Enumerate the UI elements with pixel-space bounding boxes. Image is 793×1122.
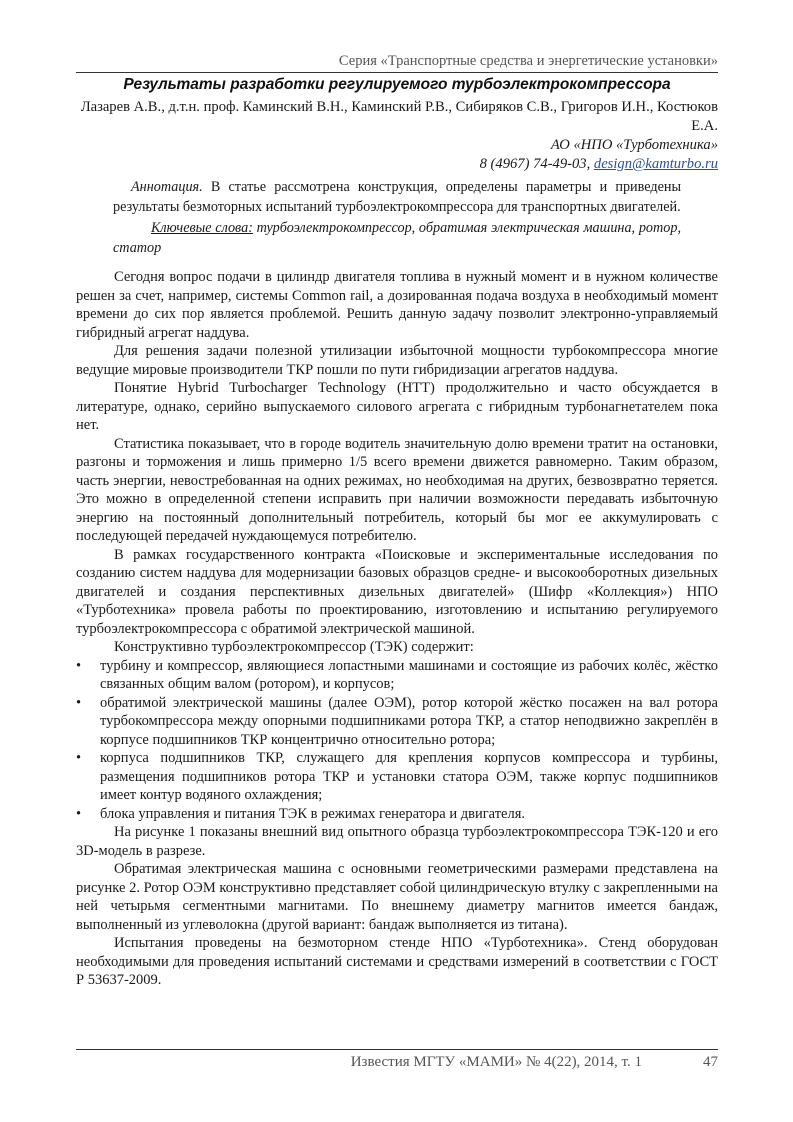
list-item: • корпуса подшипников ТКР, служащего для крепления корпусов компрессора и турбины, размещения подшипников ротора ТКР и установки статора ОЭМ, также корпус подшипников имеет контур водяного охлаждения; xyxy=(76,750,718,803)
bullet-icon: • xyxy=(76,657,82,674)
running-head: Серия «Транспортные средства и энергетические установки» xyxy=(76,52,718,73)
abstract-text: В статье рассмотрена конструкция, определены параметры и приведены результаты безмоторных испытаний турбоэлектрокомпрессора для транспортных двигателей. xyxy=(113,179,681,215)
bullet-icon: • xyxy=(76,805,82,822)
keywords-text: турбоэлектрокомпрессор, обратимая электрическая машина, ротор, статор xyxy=(113,220,681,256)
paragraph: В рамках государственного контракта «Поисковые и экспериментальные исследования по созданию систем наддува для модернизации базовых образцов средне- и высокооборотных дизельных двигателей и создания перспективных дизельных двигателей» (Шифр «Коллекция») НПО «Турботехника» провела работы по проектированию, изготовлению и испытанию регулируемого турбоэлектрокомпрессора с обратимой электрической машиной. xyxy=(76,546,718,637)
paragraph: Статистика показывает, что в городе водитель значительную долю времени тратит на остановки, разгоны и торможения и лишь примерно 1/5 всего времени движется равномерно. Таким образом, часть энергии, невостребованная на одних режимах, но необходимая на других, безвозвратно теряется. Это можно в определенной степени исправить при наличии возможности передавать избыточную энергию на постоянный дополнительный потребитель, который бы мог ее аккумулировать с последующей передачей нуждающемуся потребителю. xyxy=(76,435,718,544)
paragraph: Для решения задачи полезной утилизации избыточной мощности турбокомпрессора многие ведущие мировые производители ТКР пошли по пути гибридизации агрегатов наддува. xyxy=(76,343,718,378)
abstract-label: Аннотация. xyxy=(131,179,203,195)
article-title: Результаты разработки регулируемого турбоэлектрокомпрессора xyxy=(123,76,671,93)
phone: 8 (4967) 74-49-03, xyxy=(479,156,591,172)
paragraph: Испытания проведены на безмоторном стенде НПО «Турботехника». Стенд оборудован необходимыми для проведения испытаний системами и средствами измерений в соответствии с ГОСТ Р 53637-2009. xyxy=(76,935,718,988)
paragraph: Конструктивно турбоэлектрокомпрессор (ТЭК) содержит: xyxy=(114,639,474,655)
keywords xyxy=(113,219,681,258)
list-item: • турбину и компрессор, являющиеся лопастными машинами и состоящие из рабочих колёс, жёстко связанных общим валом (ротором), и корпусов; xyxy=(76,657,718,692)
authors: Лазарев А.В., д.т.н. проф. Каминский В.Н., Каминский Р.В., Сибиряков С.В., Григоров И.Н., Костюков Е.А. xyxy=(80,99,718,134)
article-body xyxy=(76,268,718,990)
page xyxy=(76,52,718,990)
paragraph: Сегодня вопрос подачи в цилиндр двигателя топлива в нужный момент и в нужном количестве решен за счет, например, системы Common rail, а дозированная подача воздуха в необходимый момент времени до сих пор является проблемой. Решить данную задачу позволит электронно-управляемый гибридный агрегат наддува. xyxy=(76,269,718,341)
keywords-label: Ключевые слова: xyxy=(151,220,253,236)
paragraph: Обратимая электрическая машина с основными геометрическими размерами представлена на рисунке 2. Ротор ОЭМ конструктивно представляет собой цилиндрическую втулку с закрепленными на ней четырьмя сегментными магнитами. По внешнему диаметру магнитов имеется бандаж, выполненный из углеволокна (другой вариант: бандаж выполняется из титана). xyxy=(76,861,718,933)
list-item: • блока управления и питания ТЭК в режимах генератора и двигателя. xyxy=(76,805,526,822)
contact xyxy=(76,155,718,174)
email-link[interactable]: design@kamturbo.ru xyxy=(593,156,718,172)
bullet-icon: • xyxy=(76,750,82,766)
paragraph: На рисунке 1 показаны внешний вид опытного образца турбоэлектрокомпрессора ТЭК-120 и его 3D-модель в разрезе. xyxy=(76,824,718,859)
bullet-icon: • xyxy=(76,694,82,711)
component-list xyxy=(76,657,718,824)
list-item: • обратимой электрической машины (далее ОЭМ), ротор которой жёстко посажен на вал ротора турбокомпрессора между опорными подшипниками ротора ТКР, а статор неподвижно закреплён в корпусе подшипников ТКР концентрично относительно ротора; xyxy=(76,694,718,748)
abstract xyxy=(113,178,681,217)
page-number: 47 xyxy=(703,1054,718,1070)
page-footer xyxy=(76,1049,718,1070)
journal-citation: Известия МГТУ «МАМИ» № 4(22), 2014, т. 1 xyxy=(350,1054,642,1070)
organization: АО «НПО «Турботехника» xyxy=(550,137,718,153)
paragraph: Понятие Hybrid Turbocharger Technology (HTT) продолжительно и часто обсуждается в литературе, однако, серийно выпускаемого силового агрегата с гибридным турбонагнетателем пока нет. xyxy=(76,380,718,433)
